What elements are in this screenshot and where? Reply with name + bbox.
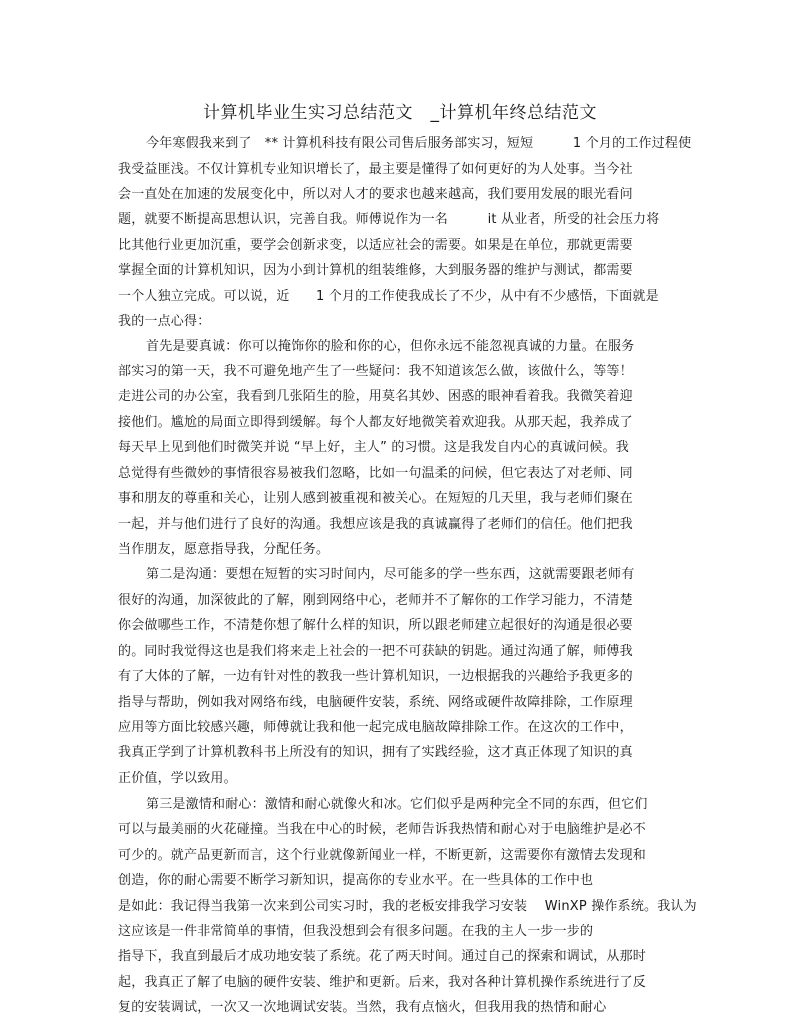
paragraph-line: 走进公司的办公室，我看到几张陌生的脸，用莫名其妙、困惑的眼神看着我。我微笑着迎 [118,389,633,404]
paragraph-line: 指导下，我直到最后才成功地安装了系统。花了两天时间。通过自己的探索和调试，从那时 [118,949,647,964]
paragraph-line: 很好的沟通，加深彼此的了解，刚到网络中心，老师并不了解你的工作学习能力，不清楚 [118,593,633,608]
paragraph-line: 总觉得有些微妙的事情很容易被我们忽略，比如一句温柔的问候，但它表达了对老师、同 [118,466,633,481]
paragraph-line: 我的一点心得： [118,314,211,329]
paragraph-line: 指导与帮助，例如我对网络布线，电脑硬件安装，系统、网络或硬件故障排除，工作原理 [118,695,633,710]
paragraph-line: 的。同时我觉得这也是我们将来走上社会的一把不可获缺的钥匙。通过沟通了解，师傅我 [118,644,633,659]
paragraph-first-line: 第二是沟通：要想在短暂的实习时间内，尽可能多的学一些东西，这就需要跟老师有 [146,567,635,582]
paragraph-line: 正价值，学以致用。 [118,771,237,786]
paragraph-line: 可少的。就产品更新而言，这个行业就像新闻业一样，不断更新，这需要你有激情去发现和 [118,848,647,863]
paragraph-line: 我受益匪浅。不仅计算机专业知识增长了，最主要是懂得了如何更好的为人处事。当今社 [118,162,633,177]
paragraph-line: 创造，你的耐心需要不断学习新知识，提高你的专业水平。在一些具体的工作中也 [118,873,594,888]
paragraph-line: 部实习的第一天，我不可避免地产生了一些疑问：我不知道该怎么做，该做什么，等等！ [118,364,633,379]
paragraph-first-line: 首先是要真诚：你可以掩饰你的脸和你的心，但你永远不能忽视真诚的力量。在服务 [146,339,635,354]
paragraph-line: 比其他行业更加沉重，要学会创新求变，以适应社会的需要。如果是在单位，那就更需要 [118,238,633,253]
paragraph-line: 应用等方面比较感兴趣，师傅就让我和他一起完成电脑故障排除工作。在这次的工作中， [118,720,633,735]
paragraph-line: 我真正学到了计算机教科书上所没有的知识，拥有了实践经验，这才真正体现了知识的真 [118,745,633,760]
paragraph-first-line: 今年寒假我来到了 ** 计算机科技有限公司售后服务部实习，短短 1 个月的工作过程使 [146,136,692,151]
paragraph-line: 事和朋友的尊重和关心，让别人感到被重视和被关心。在短短的几天里，我与老师们聚在 [118,491,633,506]
paragraph-line: 可以与最美丽的火花碰撞。当我在中心的时候，老师告诉我热情和耐心对于电脑维护是必不 [118,822,647,837]
paragraph-line: 是如此：我记得当我第一次来到公司实习时，我的老板安排我学习安装 WinXP 操作系统。我认为 [118,899,697,914]
paragraph-line: 题，就要不断提高思想认识，完善自我。师傅说作为一名 it 从业者，所受的社会压力将 [118,212,660,227]
paragraph-line: 一个人独立完成。可以说，近 1 个月的工作使我成长了不少，从中有不少感悟，下面就是 [118,289,659,304]
paragraph-line: 这应该是一件非常简单的事情，但我没想到会有很多问题。在我的主人一步一步的 [118,924,594,939]
paragraph-line: 有了大体的了解，一边有针对性的教我一些计算机知识，一边根据我的兴趣给予我更多的 [118,669,633,684]
document-title: 计算机毕业生实习总结范文 _计算机年终总结范文 [203,103,597,123]
paragraph-first-line: 第三是激情和耐心：激情和耐心就像火和冰。它们似乎是两种完全不同的东西，但它们 [146,797,648,812]
paragraph-line: 复的安装调试，一次又一次地调试安装。当然，我有点恼火，但我用我的热情和耐心 [118,1000,607,1015]
paragraph-line: 会一直处在加速的发展变化中，所以对人才的要求也越来越高，我们要用发展的眼光看问 [118,187,633,202]
paragraph-line: 一起，并与他们进行了良好的沟通。我想应该是我的真诚赢得了老师们的信任。他们把我 [118,517,633,532]
paragraph-line: 掌握全面的计算机知识，因为小到计算机的组装维修，大到服务器的维护与测试，都需要 [118,263,633,278]
paragraph-line: 起，我真正了解了电脑的硬件安装、维护和更新。后来，我对各种计算机操作系统进行了反 [118,975,647,990]
paragraph-line: 每天早上见到他们时微笑并说 “早上好，主人” 的习惯。这是我发自内心的真诚问候。我 [118,440,629,455]
paragraph-line: 接他们。尴尬的局面立即得到缓解。每个人都友好地微笑着欢迎我。从那天起，我养成了 [118,415,633,430]
paragraph-line: 你会做哪些工作，不清楚你想了解什么样的知识，所以跟老师建立起很好的沟通是很必要 [118,618,633,633]
paragraph-line: 当作朋友，愿意指导我，分配任务。 [118,542,330,557]
